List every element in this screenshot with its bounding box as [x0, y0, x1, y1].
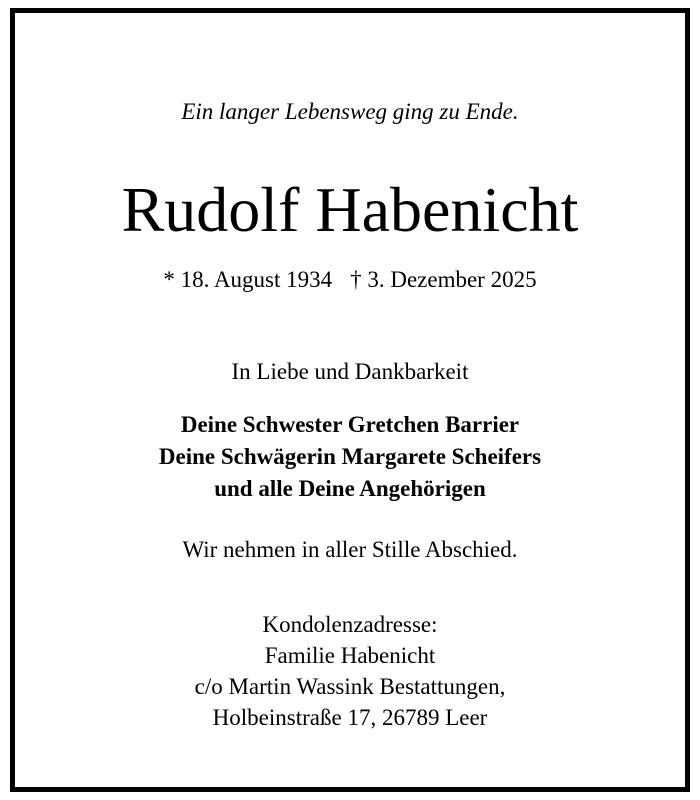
mourner-line: Deine Schwägerin Margarete Scheifers — [158, 444, 542, 469]
mourners-list — [15, 409, 685, 505]
condolence-address — [15, 609, 685, 733]
address-line: Familie Habenicht — [264, 643, 436, 668]
address-line: Kondolenzadresse: — [262, 612, 438, 637]
obituary-frame — [10, 8, 690, 792]
address-line: Holbeinstraße 17, 26789 Leer — [212, 705, 488, 730]
motto: Ein langer Lebensweg ging zu Ende. — [181, 99, 519, 124]
farewell-line: Wir nehmen in aller Stille Abschied. — [182, 537, 518, 562]
life-dates — [15, 268, 685, 291]
birth-date: * 18. August 1934 — [163, 267, 333, 292]
thanks-line: In Liebe und Dankbarkeit — [231, 359, 469, 384]
address-line: c/o Martin Wassink Bestattungen, — [194, 674, 506, 699]
deceased-name: Rudolf Habenicht — [121, 174, 579, 245]
mourner-line: Deine Schwester Gretchen Barrier — [180, 412, 520, 437]
mourner-line: und alle Deine Angehörigen — [214, 476, 486, 501]
death-date: † 3. Dezember 2025 — [350, 267, 537, 292]
